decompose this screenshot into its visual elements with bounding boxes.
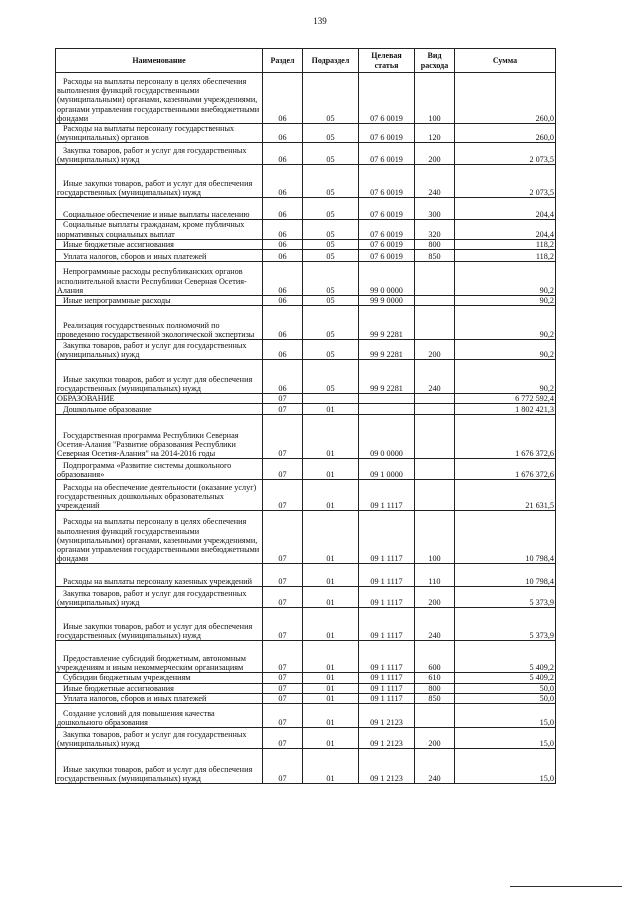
item-name-cell: Расходы на выплаты персоналу казенных учреждений [56,564,263,587]
section-code-cell: 07 [263,404,303,415]
subsection-code-cell: 05 [303,250,359,262]
target-article-cell [359,394,415,404]
amount-cell: 1 676 372,6 [455,459,556,480]
target-article-cell: 09 1 1117 [359,608,415,641]
target-article-cell: 09 1 1117 [359,511,415,564]
table-row [56,165,556,198]
section-code-cell: 07 [263,683,303,693]
table-row [56,587,556,608]
table-row [56,564,556,587]
target-article-cell: 09 1 1117 [359,683,415,693]
column-header-subsection: Подраздел [303,49,359,73]
item-name-cell: Расходы на выплаты персоналу государственных (муниципальных) органов [56,124,263,143]
table-row [56,641,556,673]
expense-type-cell [415,262,455,296]
subsection-code-cell: 05 [303,340,359,360]
subsection-code-cell: 01 [303,641,359,673]
expense-type-cell: 200 [415,143,455,165]
amount-cell: 15,0 [455,704,556,728]
subsection-code-cell: 05 [303,73,359,124]
amount-cell: 6 772 592,4 [455,394,556,404]
section-code-cell: 06 [263,198,303,220]
subsection-code-cell: 01 [303,693,359,703]
expense-type-cell [415,415,455,459]
target-article-cell: 09 1 2123 [359,749,415,784]
target-article-cell: 09 0 0000 [359,415,415,459]
subsection-code-cell: 01 [303,683,359,693]
subsection-code-cell: 01 [303,480,359,511]
item-name-cell: Расходы на обеспечение деятельности (оказание услуг) государственных дошкольных образовательных учреждений [56,480,263,511]
target-article-cell: 99 9 2281 [359,306,415,340]
item-name-cell: Иные закупки товаров, работ и услуг для обеспечения государственных (муниципальных) нужд [56,749,263,784]
amount-cell: 2 073,5 [455,165,556,198]
amount-cell: 90,2 [455,262,556,296]
section-code-cell: 07 [263,394,303,404]
table-body [56,73,556,784]
target-article-cell: 09 1 2123 [359,704,415,728]
expense-type-cell: 800 [415,239,455,249]
subsection-code-cell: 05 [303,360,359,394]
expense-type-cell: 850 [415,250,455,262]
subsection-code-cell: 01 [303,415,359,459]
table-row [56,608,556,641]
item-name-cell: Иные закупки товаров, работ и услуг для обеспечения государственных (муниципальных) нужд [56,165,263,198]
item-name-cell: ОБРАЗОВАНИЕ [56,394,263,404]
amount-cell: 21 631,5 [455,480,556,511]
column-header-expense-type: Вид расхода [415,49,455,73]
expense-type-cell: 300 [415,198,455,220]
expense-type-cell: 110 [415,564,455,587]
expense-type-cell [415,480,455,511]
table-row [56,749,556,784]
subsection-code-cell: 01 [303,587,359,608]
amount-cell: 2 073,5 [455,143,556,165]
item-name-cell: Расходы на выплаты персоналу в целях обеспечения выполнения функций государственными (муниципальными) органами, казенными учреждениями, органами управления государственными внебюджетными фондами [56,511,263,564]
section-code-cell: 06 [263,220,303,239]
expense-type-cell: 800 [415,683,455,693]
budget-table [55,48,556,784]
item-name-cell: Иные закупки товаров, работ и услуг для обеспечения государственных (муниципальных) нужд [56,608,263,641]
section-code-cell: 07 [263,641,303,673]
amount-cell: 5 409,2 [455,641,556,673]
amount-cell: 5 373,9 [455,587,556,608]
amount-cell: 5 409,2 [455,673,556,683]
item-name-cell: Реализация государственных полномочий по проведению государственной экологической экспертизы [56,306,263,340]
expense-type-cell [415,306,455,340]
target-article-cell: 07 6 0019 [359,239,415,249]
subsection-code-cell: 05 [303,262,359,296]
section-code-cell: 06 [263,262,303,296]
expense-type-cell: 240 [415,608,455,641]
expense-type-cell [415,704,455,728]
table-row [56,693,556,703]
table-row [56,73,556,124]
expense-type-cell [415,394,455,404]
expense-type-cell: 200 [415,340,455,360]
section-code-cell: 06 [263,239,303,249]
target-article-cell: 09 1 1117 [359,480,415,511]
section-code-cell: 07 [263,564,303,587]
column-header-target-article: Целевая статья [359,49,415,73]
section-code-cell: 07 [263,587,303,608]
section-code-cell: 07 [263,608,303,641]
section-code-cell: 06 [263,250,303,262]
page-number: 139 [313,16,327,26]
item-name-cell: Уплата налогов, сборов и иных платежей [56,693,263,703]
section-code-cell: 07 [263,511,303,564]
expense-type-cell: 200 [415,587,455,608]
amount-cell: 204,4 [455,198,556,220]
table-row [56,480,556,511]
target-article-cell: 09 1 1117 [359,564,415,587]
amount-cell: 260,0 [455,124,556,143]
item-name-cell: Закупка товаров, работ и услуг для государственных (муниципальных) нужд [56,728,263,749]
target-article-cell: 07 6 0019 [359,73,415,124]
section-code-cell: 06 [263,360,303,394]
item-name-cell: Иные закупки товаров, работ и услуг для обеспечения государственных (муниципальных) нужд [56,360,263,394]
expense-type-cell: 610 [415,673,455,683]
table-row [56,683,556,693]
section-code-cell: 07 [263,693,303,703]
target-article-cell: 07 6 0019 [359,143,415,165]
expense-type-cell: 100 [415,73,455,124]
table-row [56,673,556,683]
amount-cell: 260,0 [455,73,556,124]
item-name-cell: Непрограммные расходы республиканских органов исполнительной власти Республики Северная Осетия-Алания [56,262,263,296]
table-row [56,220,556,239]
subsection-code-cell: 05 [303,165,359,198]
table-row [56,124,556,143]
amount-cell: 118,2 [455,250,556,262]
expense-type-cell: 120 [415,124,455,143]
amount-cell: 50,0 [455,693,556,703]
target-article-cell: 99 0 0000 [359,262,415,296]
amount-cell: 90,2 [455,306,556,340]
target-article-cell: 09 1 1117 [359,587,415,608]
item-name-cell: Подпрограмма «Развитие системы дошкольного образования» [56,459,263,480]
expense-type-cell: 320 [415,220,455,239]
item-name-cell: Социальное обеспечение и иные выплаты населению [56,198,263,220]
subsection-code-cell: 05 [303,124,359,143]
item-name-cell: Расходы на выплаты персоналу в целях обеспечения выполнения функций государственными (муниципальными) органами, казенными учреждениями, органами управления государственными внебюджетными фондами [56,73,263,124]
item-name-cell: Предоставление субсидий бюджетным, автономным учреждениям и иным некоммерческим организациям [56,641,263,673]
amount-cell: 15,0 [455,749,556,784]
table-row [56,250,556,262]
amount-cell: 5 373,9 [455,608,556,641]
item-name-cell: Субсидии бюджетным учреждениям [56,673,263,683]
target-article-cell: 07 6 0019 [359,198,415,220]
footer-rule [510,886,622,887]
subsection-code-cell: 05 [303,306,359,340]
subsection-code-cell: 01 [303,511,359,564]
table-row [56,511,556,564]
subsection-code-cell: 05 [303,198,359,220]
expense-type-cell: 240 [415,749,455,784]
expense-type-cell: 240 [415,360,455,394]
target-article-cell: 09 1 1117 [359,693,415,703]
section-code-cell: 06 [263,296,303,306]
expense-type-cell: 200 [415,728,455,749]
subsection-code-cell: 01 [303,459,359,480]
subsection-code-cell: 01 [303,608,359,641]
table-row [56,340,556,360]
expense-type-cell: 600 [415,641,455,673]
target-article-cell: 09 1 2123 [359,728,415,749]
section-code-cell: 07 [263,480,303,511]
section-code-cell: 07 [263,704,303,728]
target-article-cell: 09 1 1117 [359,641,415,673]
table-row [56,198,556,220]
subsection-code-cell: 01 [303,673,359,683]
table-row [56,306,556,340]
section-code-cell: 07 [263,415,303,459]
section-code-cell: 06 [263,306,303,340]
target-article-cell: 07 6 0019 [359,220,415,239]
item-name-cell: Дошкольное образование [56,404,263,415]
target-article-cell: 99 9 0000 [359,296,415,306]
section-code-cell: 07 [263,459,303,480]
target-article-cell: 07 6 0019 [359,165,415,198]
table-row [56,296,556,306]
table-row [56,459,556,480]
target-article-cell: 07 6 0019 [359,124,415,143]
item-name-cell: Закупка товаров, работ и услуг для государственных (муниципальных) нужд [56,143,263,165]
amount-cell: 118,2 [455,239,556,249]
target-article-cell: 09 1 1117 [359,673,415,683]
expense-type-cell [415,459,455,480]
table-row [56,262,556,296]
expense-type-cell: 100 [415,511,455,564]
header-row [56,49,556,73]
item-name-cell: Иные бюджетные ассигнования [56,683,263,693]
subsection-code-cell: 01 [303,749,359,784]
expense-type-cell [415,404,455,415]
section-code-cell: 06 [263,143,303,165]
amount-cell: 10 798,4 [455,511,556,564]
amount-cell: 15,0 [455,728,556,749]
subsection-code-cell: 05 [303,239,359,249]
table-row [56,415,556,459]
section-code-cell: 06 [263,165,303,198]
section-code-cell: 07 [263,673,303,683]
item-name-cell: Закупка товаров, работ и услуг для государственных (муниципальных) нужд [56,587,263,608]
target-article-cell: 99 9 2281 [359,340,415,360]
target-article-cell: 09 1 0000 [359,459,415,480]
target-article-cell: 99 9 2281 [359,360,415,394]
subsection-code-cell: 05 [303,220,359,239]
section-code-cell: 07 [263,728,303,749]
section-code-cell: 06 [263,73,303,124]
table-row [56,143,556,165]
item-name-cell: Государственная программа Республики Северная Осетия-Алания "Развитие образования Республики Северная Осетия-Алания" на 2014-2016 годы [56,415,263,459]
column-header-amount: Сумма [455,49,556,73]
section-code-cell: 07 [263,749,303,784]
table-row [56,239,556,249]
amount-cell: 1 676 372,6 [455,415,556,459]
item-name-cell: Иные бюджетные ассигнования [56,239,263,249]
table-row [56,728,556,749]
subsection-code-cell: 05 [303,143,359,165]
target-article-cell [359,404,415,415]
amount-cell: 90,2 [455,296,556,306]
item-name-cell: Уплата налогов, сборов и иных платежей [56,250,263,262]
item-name-cell: Создание условий для повышения качества дошкольного образования [56,704,263,728]
section-code-cell: 06 [263,124,303,143]
amount-cell: 1 802 421,3 [455,404,556,415]
column-header-name: Наименование [56,49,263,73]
expense-type-cell: 850 [415,693,455,703]
item-name-cell: Иные непрограммные расходы [56,296,263,306]
table-header [56,49,556,73]
expense-type-cell: 240 [415,165,455,198]
amount-cell: 90,2 [455,340,556,360]
amount-cell: 50,0 [455,683,556,693]
subsection-code-cell: 01 [303,404,359,415]
target-article-cell: 07 6 0019 [359,250,415,262]
item-name-cell: Закупка товаров, работ и услуг для государственных (муниципальных) нужд [56,340,263,360]
expense-type-cell [415,296,455,306]
item-name-cell: Социальные выплаты гражданам, кроме публичных нормативных социальных выплат [56,220,263,239]
table-row [56,704,556,728]
subsection-code-cell: 05 [303,296,359,306]
subsection-code-cell: 01 [303,704,359,728]
subsection-code-cell: 01 [303,564,359,587]
amount-cell: 204,4 [455,220,556,239]
table-row [56,394,556,404]
subsection-code-cell [303,394,359,404]
column-header-section: Раздел [263,49,303,73]
amount-cell: 10 798,4 [455,564,556,587]
section-code-cell: 06 [263,340,303,360]
table-row [56,404,556,415]
subsection-code-cell: 01 [303,728,359,749]
amount-cell: 90,2 [455,360,556,394]
table-row [56,360,556,394]
